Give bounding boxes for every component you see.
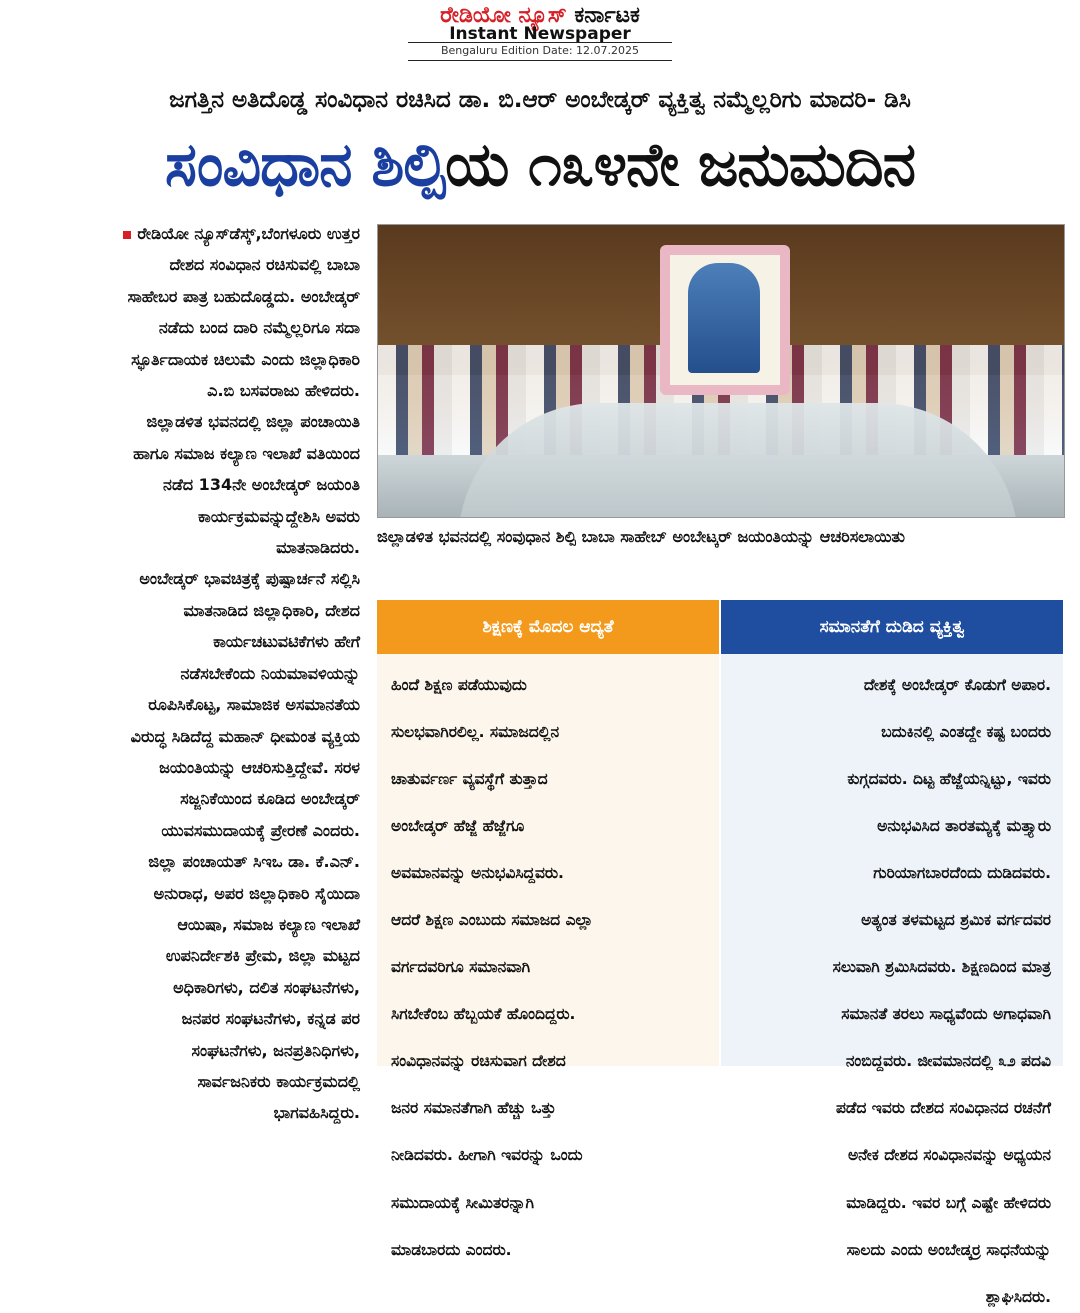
brand-name-red: ರೇಡಿಯೋ ನ್ಯೂಸ್ <box>440 3 567 28</box>
photo-conference-table <box>458 403 1018 518</box>
article-body <box>14 218 360 1129</box>
text-line: ಜನರ ಸಮಾನತೆಗಾಗಿ ಹೆಚ್ಚು ಒತ್ತು <box>391 1093 711 1125</box>
text-line: ಎ.ಬಿ ಬಸವರಾಜು ಹೇಳಿದರು. <box>14 375 360 406</box>
text-line: ಸುಲಭವಾಗಿರಲಿಲ್ಲ. ಸಮಾಜದಲ್ಲಿನ <box>391 717 711 749</box>
text-line: ಚಾತುರ್ವರ್ಣ ವ್ಯವಸ್ಥೆಗೆ ತುತ್ತಾದ <box>391 764 711 796</box>
text-line: ಮಾತನಾಡಿದ ಜಿಲ್ಲಾಧಿಕಾರಿ, ದೇಶದ <box>14 595 360 626</box>
text-line: ಮಾತನಾಡಿದರು. <box>14 532 360 563</box>
sidebox-equality <box>721 600 1063 1066</box>
text-line: ಸಜ್ಜನಿಕೆಯಿಂದ ಕೂಡಿದ ಅಂಬೇಡ್ಕರ್ <box>14 783 360 814</box>
text-line: ಆದರೆ ಶಿಕ್ಷಣ ಎಂಬುದು ಸಮಾಜದ ಎಲ್ಲಾ <box>391 905 711 937</box>
text-line: ವರ್ಗದವರಿಗೂ ಸಮಾನವಾಗಿ <box>391 952 711 984</box>
text-line: ಉಪನಿರ್ದೇಶಕಿ ಪ್ರೇಮ, ಜಿಲ್ಲಾ ಮಟ್ಟದ <box>14 940 360 971</box>
text-line: ನಂಬಿದ್ದವರು. ಜೀವಮಾನದಲ್ಲಿ ೩೨ ಪದವಿ <box>729 1046 1051 1078</box>
text-line: ಹಿಂದೆ ಶಿಕ್ಷಣ ಪಡೆಯುವುದು <box>391 670 711 702</box>
text-line: ಹಾಗೂ ಸಮಾಜ ಕಲ್ಯಾಣ ಇಲಾಖೆ ವತಿಯಿಂದ <box>14 438 360 469</box>
portrait-figure <box>688 263 760 373</box>
text-line: ಭಾಗವಹಿಸಿದ್ದರು. <box>14 1097 360 1128</box>
text-line: ಅವಮಾನವನ್ನು ಅನುಭವಿಸಿದ್ದವರು. <box>391 858 711 890</box>
text-line: ಸಂಘಟನೆಗಳು, ಜನಪ್ರತಿನಿಧಿಗಳು, <box>14 1035 360 1066</box>
text-line: ಸಮುದಾಯಕ್ಕೆ ಸೀಮಿತರನ್ನಾಗಿ <box>391 1188 711 1220</box>
text-line: ಕುಗ್ಗದವರು. ದಿಟ್ಟ ಹೆಜ್ಜೆಯನ್ನಿಟ್ಟು, ಇವರು <box>729 764 1051 796</box>
text-line: ದೇಶಕ್ಕೆ ಅಂಬೇಡ್ಕರ್ ಕೊಡುಗೆ ಅಪಾರ. <box>729 670 1051 702</box>
headline-rest: ಯ ೧೩೪ನೇ ಜನುಮದಿನ <box>445 130 915 200</box>
text-line: ಜನಪರ ಸಂಘಟನೆಗಳು, ಕನ್ನಡ ಪರ <box>14 1003 360 1034</box>
text-line: ಸಾರ್ವಜನಿಕರು ಕಾರ್ಯಕ್ರಮದಲ್ಲಿ <box>14 1066 360 1097</box>
text-line: ಜಯಂತಿಯನ್ನು ಆಚರಿಸುತ್ತಿದ್ದೇವೆ. ಸರಳ <box>14 752 360 783</box>
text-line: ಸಾಹೇಬರ ಪಾತ್ರ ಬಹುದೊಡ್ಡದು. ಅಂಬೇಡ್ಕರ್ <box>14 281 360 312</box>
portrait-frame <box>660 245 790 395</box>
text-line: ವಿರುದ್ಧ ಸಿಡಿದೆದ್ದ ಮಹಾನ್ ಧೀಮಂತ ವ್ಯಕ್ತಿಯ <box>14 721 360 752</box>
text-line: ಜಿಲ್ಲಾ ಪಂಚಾಯತ್ ಸಿಇಒ ಡಾ. ಕೆ.ಎನ್. <box>14 846 360 877</box>
text-line: ಮಾಡಬಾರದು ಎಂದರು. <box>391 1235 711 1267</box>
sidebox-education <box>377 600 719 1066</box>
text-line: ಸಿಗಬೇಕೆಂಬ ಹೆಬ್ಬಯಕೆ ಹೊಂದಿದ್ದರು. <box>391 999 711 1031</box>
masthead <box>0 0 1080 72</box>
text-line: ಮಾಡಿದ್ದರು. ಇವರ ಬಗ್ಗೆ ಎಷ್ಟೇ ಹೇಳಿದರು <box>729 1188 1051 1220</box>
text-line: ಅಧಿಕಾರಿಗಳು, ದಲಿತ ಸಂಘಟನೆಗಳು, <box>14 972 360 1003</box>
text-line: ನಡೆಸಬೇಕೆಂದು ನಿಯಮಾವಳಿಯನ್ನು <box>14 658 360 689</box>
masthead-rule-top <box>408 42 672 43</box>
text-line: ಅತ್ಯಂತ ತಳಮಟ್ಟದ ಶ್ರಮಿಕ ವರ್ಗದವರ <box>729 905 1051 937</box>
text-line: ಕಾರ್ಯಚಟುವಟಿಕೆಗಳು ಹೇಗೆ <box>14 626 360 657</box>
headline-highlight: ಸಂವಿಧಾನ ಶಿಲ್ಪಿ <box>165 130 445 200</box>
sidebox-equality-body <box>721 670 1063 1313</box>
text-line: ಗುರಿಯಾಗಬಾರದೆಂದು ದುಡಿದವರು. <box>729 858 1051 890</box>
text-line: ಯುವಸಮುದಾಯಕ್ಕೆ ಪ್ರೇರಣೆ ಎಂದರು. <box>14 815 360 846</box>
text-line: ಶ್ಲಾಘಿಸಿದರು. <box>729 1282 1051 1313</box>
sidebox-equality-heading: ಸಮಾನತೆಗೆ ದುಡಿದ ವ್ಯಕ್ತಿತ್ವ <box>721 600 1063 654</box>
article-kicker: ಜಗತ್ತಿನ ಅತಿದೊಡ್ಡ ಸಂವಿಧಾನ ರಚಿಸಿದ ಡಾ. ಬಿ.ಆರ್ ಅಂಬೇಡ್ಕರ್ ವ್ಯಕ್ತಿತ್ವ ನಮ್ಮೆಲ್ಲರಿಗು ಮಾದರಿ- ಡಿಸಿ <box>20 82 1060 118</box>
text-line: ಪಡೆದ ಇವರು ದೇಶದ ಸಂವಿಧಾನದ ರಚನೆಗೆ <box>729 1093 1051 1125</box>
text-line: ಸಂವಿಧಾನವನ್ನು ರಚಿಸುವಾಗ ದೇಶದ <box>391 1046 711 1078</box>
text-line: ಅಂಬೇಡ್ಕರ್ ಭಾವಚಿತ್ರಕ್ಕೆ ಪುಷ್ಪಾರ್ಚನೆ ಸಲ್ಲಿಸಿ <box>14 563 360 594</box>
edition-date: Bengaluru Edition Date: 12.07.2025 <box>0 44 1080 58</box>
text-line: ನೀಡಿದವರು. ಹೀಗಾಗಿ ಇವರನ್ನು ಒಂದು <box>391 1140 711 1172</box>
masthead-subtitle: Instant Newspaper <box>0 24 1080 44</box>
photo-caption: ಜಿಲ್ಲಾಡಳಿತ ಭವನದಲ್ಲಿ ಸಂವುಧಾನ ಶಿಲ್ಪಿ ಬಾಬಾ ಸಾಹೇಬ್ ಅಂಬೇಟ್ಕರ್ ಜಯಂತಿಯನ್ನು ಆಚರಿಸಲಾಯಿತು <box>377 522 1067 552</box>
text-line: ಸಾಲದು ಎಂದು ಅಂಬೇಡ್ಕರ್ರ ಸಾಧನೆಯನ್ನು <box>729 1235 1051 1267</box>
article-headline <box>14 124 1066 206</box>
text-line: ಆಯಿಷಾ, ಸಮಾಜ ಕಲ್ಯಾಣ ಇಲಾಖೆ <box>14 909 360 940</box>
text-line: ಸಲುವಾಗಿ ಶ್ರಮಿಸಿದವರು. ಶಿಕ್ಷಣದಿಂದ ಮಾತ್ರ <box>729 952 1051 984</box>
text-line: ರೂಪಿಸಿಕೊಟ್ಟ, ಸಾಮಾಜಿಕ ಅಸಮಾನತೆಯ <box>14 689 360 720</box>
text-line: ಅನುರಾಧ, ಅಪರ ಜಿಲ್ಲಾಧಿಕಾರಿ ಸೈಯಿದಾ <box>14 878 360 909</box>
text-line: ಕಾರ್ಯಕ್ರಮವನ್ನುದ್ದೇಶಿಸಿ ಅವರು <box>14 501 360 532</box>
text-line: ಬದುಕಿನಲ್ಲಿ ಎಂತದ್ದೇ ಕಷ್ಟ ಬಂದರು <box>729 717 1051 749</box>
text-line: ಅನೇಕ ದೇಶದ ಸಂವಿಧಾನವನ್ನು ಅಧ್ಯಯನ <box>729 1140 1051 1172</box>
text-line: ನಡೆದು ಬಂದ ದಾರಿ ನಮ್ಮೆಲ್ಲರಿಗೂ ಸದಾ <box>14 312 360 343</box>
sidebox-education-body <box>377 670 719 1267</box>
text-line: ಅಂಬೇಡ್ಕರ್ ಹೆಜ್ಜೆ ಹೆಜ್ಜೆಗೂ <box>391 811 711 843</box>
text-line: ಜಿಲ್ಲಾಡಳಿತ ಭವನದಲ್ಲಿ ಜಿಲ್ಲಾ ಪಂಚಾಯಿತಿ <box>14 406 360 437</box>
text-line: ಅನುಭವಿಸಿದ ತಾರತಮ್ಯಕ್ಕೆ ಮತ್ತ್ಯಾರು <box>729 811 1051 843</box>
text-line: ದೇಶದ ಸಂವಿಧಾನ ರಚಿಸುವಲ್ಲಿ ಬಾಬಾ <box>14 249 360 280</box>
event-photo <box>377 224 1065 518</box>
masthead-rule-bottom <box>408 60 672 61</box>
text-line: ನಡೆದ 134ನೇ ಅಂಬೇಡ್ಕರ್ ಜಯಂತಿ <box>14 469 360 500</box>
brand-name-black: ಕರ್ನಾಟಕ <box>574 3 640 28</box>
bullet-square-icon <box>123 231 131 239</box>
sidebox-education-heading: ಶಿಕ್ಷಣಕ್ಕೆ ಮೊದಲ ಆದ್ಯತೆ <box>377 600 719 654</box>
text-line: ರೇಡಿಯೋ ನ್ಯೂಸ್‌ಡೆಸ್ಕ್,ಬೆಂಗಳೂರು ಉತ್ತರ <box>14 218 360 249</box>
text-line: ಸ್ಫೂರ್ತಿದಾಯಕ ಚಿಲುಮೆ ಎಂದು ಜಿಲ್ಲಾಧಿಕಾರಿ <box>14 344 360 375</box>
text-line: ಸಮಾನತೆ ತರಲು ಸಾಧ್ಯವೆಂದು ಅಗಾಧವಾಗಿ <box>729 999 1051 1031</box>
